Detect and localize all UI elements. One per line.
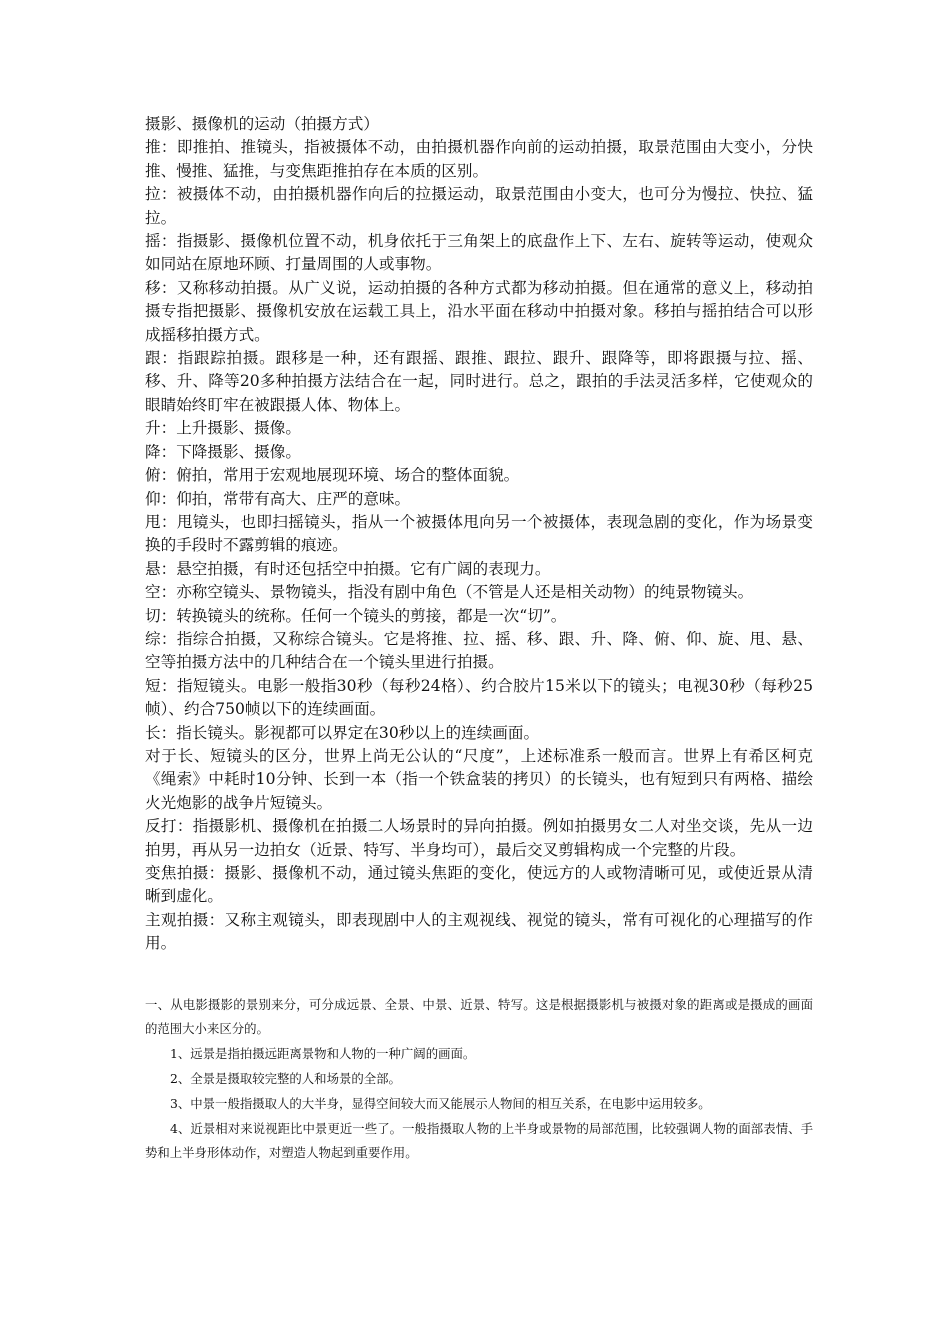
entry-zoom: 变焦拍摄：摄影、摄像机不动，通过镜头焦距的变化，使远方的人或物清晰可见，或使近景从清晰到虚化。 bbox=[145, 864, 813, 906]
document-title: 摄影、摄像机的运动（拍摄方式） bbox=[145, 115, 379, 133]
entry-subjective: 主观拍摄：又称主观镜头，即表现剧中人的主观视线、视觉的镜头，常有可视化的心理描写的作用。 bbox=[145, 910, 813, 953]
entry-low-angle: 仰：仰拍，常带有高大、庄严的意味。 bbox=[145, 489, 411, 508]
entry-high-angle: 俯：俯拍，常用于宏观地展现环境、场合的整体面貌。 bbox=[145, 466, 520, 485]
shot-scale-section bbox=[145, 993, 813, 1167]
list-item: 1、远景是指拍摄远距离景物和人物的一种广阔的画面。 bbox=[170, 1046, 476, 1062]
entry-aerial: 悬：悬空拍摄，有时还包括空中拍摄。它有广阔的表现力。 bbox=[145, 559, 551, 578]
list-item: 2、全景是摄取较完整的人和场景的全部。 bbox=[170, 1071, 401, 1087]
entry-follow: 跟：指跟踪拍摄。跟移是一种，还有跟摇、跟推、跟拉、跟升、跟降等，即将跟摄与拉、摇、移、升、降等20多种拍摄方法结合在一起，同时进行。总之，跟拍的手法灵活多样，它使观众的眼睛始终盯牢在被跟摄人体、物体上。 bbox=[145, 349, 813, 414]
entry-descend: 降：下降摄影、摄像。 bbox=[145, 442, 301, 461]
section-intro: 一、从电影摄影的景别来分，可分成远景、全景、中景、近景、特写。这是根据摄影机与被摄对象的距离或是摄成的画面的范围大小来区分的。 bbox=[145, 996, 813, 1037]
entry-combined: 综：指综合拍摄，又称综合镜头。它是将推、拉、摇、移、跟、升、降、俯、仰、旋、甩、悬、空等拍摄方法中的几种结合在一个镜头里进行拍摄。 bbox=[145, 629, 813, 672]
entry-short-shot: 短：指短镜头。电影一般指30秒（每秒24格）、约合胶片15米以下的镜头；电视30秒（每秒25帧）、约合750帧以下的连续画面。 bbox=[145, 676, 813, 719]
list-item: 4、近景相对来说视距比中景更近一些了。一般指摄取人物的上半身或景物的局部范围，比较强调人物的面部表情、手势和上半身形体动作，对塑造人物起到重要作用。 bbox=[145, 1120, 813, 1161]
document-page bbox=[145, 113, 813, 1166]
entry-pull: 拉：被摄体不动，由拍摄机器作向后的拉摄运动，取景范围由小变大，也可分为慢拉、快拉、猛拉。 bbox=[145, 185, 813, 227]
entry-move: 移：又称移动拍摄。从广义说，运动拍摄的各种方式都为移动拍摄。但在通常的意义上，移动拍摄专指把摄影、摄像机安放在运载工具上，沿水平面在移动中拍摄对象。移拍与摇拍结合可以形成摇移拍摄方式。 bbox=[145, 278, 813, 344]
entry-push: 推：即推拍、推镜头，指被摄体不动，由拍摄机器作向前的运动拍摄，取景范围由大变小，分快推、慢推、猛推，与变焦距推拍存在本质的区别。 bbox=[145, 138, 813, 180]
entry-whip: 甩：甩镜头，也即扫摇镜头，指从一个被摄体甩向另一个被摄体，表现急剧的变化，作为场景变换的手段时不露剪辑的痕迹。 bbox=[145, 512, 813, 555]
entry-long-shot: 长：指长镜头。影视都可以界定在30秒以上的连续画面。 bbox=[145, 723, 540, 742]
entry-empty-shot: 空：亦称空镜头、景物镜头，指没有剧中角色（不管是人还是相关动物）的纯景物镜头。 bbox=[145, 583, 754, 602]
camera-movement-section bbox=[145, 113, 813, 956]
entry-cut: 切：转换镜头的统称。任何一个镜头的剪接，都是一次“切”。 bbox=[145, 606, 567, 625]
entry-pan: 摇：指摄影、摄像机位置不动，机身依托于三角架上的底盘作上下、左右、旋转等运动，使观众如同站在原地环顾、打量周围的人或事物。 bbox=[145, 232, 813, 274]
entry-length-note: 对于长、短镜头的区分，世界上尚无公认的“尺度”，上述标准系一般而言。世界上有希区柯克《绳索》中耗时10分钟、长到一本（指一个铁盒装的拷贝）的长镜头，也有短到只有两格、描绘火光炮影的战争片短镜头。 bbox=[145, 746, 813, 812]
entry-rise: 升：上升摄影、摄像。 bbox=[145, 419, 301, 438]
list-item: 3、中景一般指摄取人的大半身，显得空间较大而又能展示人物间的相互关系，在电影中运用较多。 bbox=[170, 1095, 711, 1111]
entry-reverse-shot: 反打：指摄影机、摄像机在拍摄二人场景时的异向拍摄。例如拍摄男女二人对坐交谈，先从一边拍男，再从另一边拍女（近景、特写、半身均可），最后交叉剪辑构成一个完整的片段。 bbox=[145, 817, 813, 859]
